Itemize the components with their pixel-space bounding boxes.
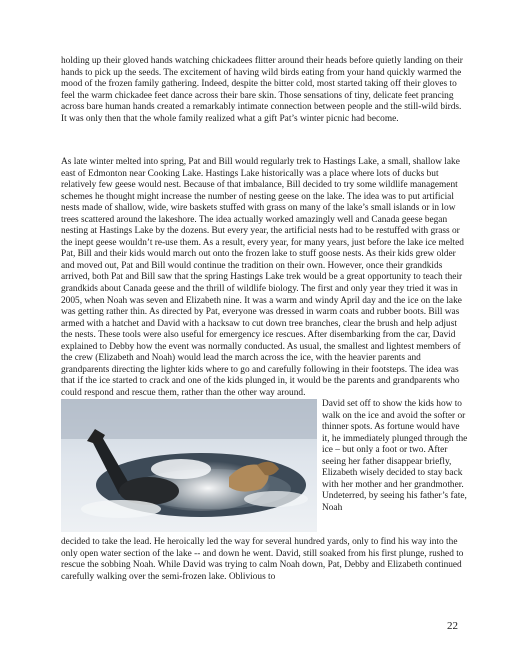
paragraph-chickadees: holding up their gloved hands watching chickadees flitter around their heads before quietly landing on their hands to pick up the seeds. The excitement of having wild birds eating from your hand quickly warmed the mood of the frozen family gathering. Indeed, despite the bitter cold, most started taking off their gloves to feel the warm chickadee feet dance across their bare skin. Those sensations of tiny, delicate feet prancing across bare human hands created a remarkably intimate connection between people and the still-wild birds. It was only then that the whole family realized what a gift Pat’s winter picnic had become. bbox=[61, 56, 463, 124]
paragraph-wrap-beside-photo: David set off to show the kids how to walk on the ice and avoid the softer or thinner spots. As fortune would have it, he immediately plunged through the ice – but only a foot or two. After seeing her father disappear briefly, Elizabeth wisely decided to stay back with her mother and her grandmother. Undeterred, by seeing his father’s fate, Noah bbox=[322, 399, 468, 513]
paragraph-noah-rescue: decided to take the lead. He heroically led the way for several hundred yards, only to find his way into the only open water section of the lake -- and down he went. David, still soaked from his first plunge, rushed to rescue the sobbing Noah. While David was trying to calm Noah down, Pat, Debby and Elizabeth continued carefully walking over the semi-frozen lake. Oblivious to bbox=[61, 537, 464, 582]
photo-ice-plunge bbox=[61, 399, 317, 532]
ice-plunge-photo-image bbox=[61, 399, 317, 532]
paragraph-hastings-lake: As late winter melted into spring, Pat and Bill would regularly trek to Hastings Lake, a small, shallow lake east of Edmonton near Cooking Lake. Hastings Lake historically was a place where lots of ducks but relatively few geese would nest. Because of that imbalance, Bill decided to try some wildlife management schemes he thought might increase the number of nesting geese on the lake. The idea was to put artificial nests made of shallow, wide, wire baskets stuffed with grass on many of the lake’s small islands or in low trees scattered around the lakeshore. The idea actually worked amazingly well and Canada geese began nesting at Hastings Lake by the dozens. But every year, the artificial nests had to be restuffed with grass or the inept geese wouldn’t re-use them. As a result, every year, for many years, just before the lake ice melted Pat, Bill and their kids would march out onto the frozen lake to stuff goose nests. As their kids grew older and moved out, Pat and Bill would continue the tradition on their own. However, once their grandkids arrived, both Pat and Bill saw that the spring Hastings Lake trek would be a great opportunity to teach their grandkids about Canada geese and the thrill of wildlife biology. The first and only year they tried it was in 2005, when Noah was seven and Elizabeth nine. It was a warm and windy April day and the ice on the lake was getting rather thin. As directed by Pat, everyone was dressed in warm coats and rubber boots. Bill was armed with a hatchet and David with a hacksaw to cut down tree branches, clear the brush and help adjust the nests. These tools were also useful for emergency ice rescues. After disembarking from the car, David explained to Debby how the event was normally conducted. As usual, the smallest and lightest members of the crew (Elizabeth and Noah) would lead the march across the ice, with the heavier parents and grandparents directing the lighter kids where to go and carefully following in their footsteps. The idea was that if the ice started to crack and one of the kids plunged in, it would be the parents and grandparents who could respond and rescue them, rather than the other way around. bbox=[61, 157, 464, 398]
page-number: 22 bbox=[447, 620, 458, 632]
